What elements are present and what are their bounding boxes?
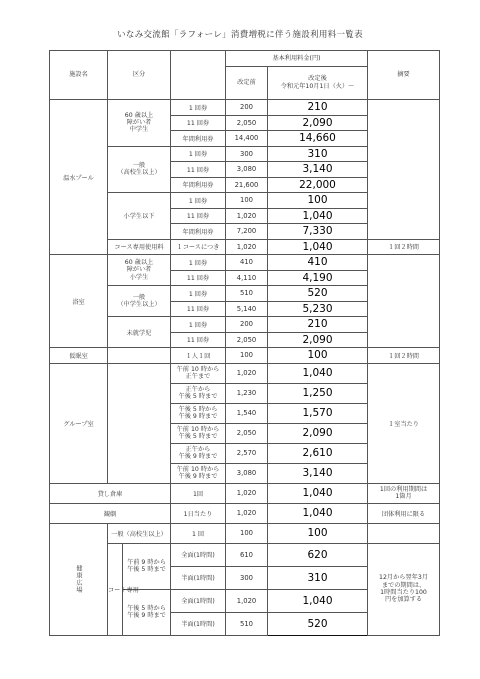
fee-before: 1,540 <box>226 403 268 423</box>
fee-after: 210 <box>268 100 368 116</box>
fee-before: 300 <box>226 146 268 162</box>
fee-before: 300 <box>226 566 268 589</box>
header-after: 改定後 令和元年10月1日（火）～ <box>268 67 368 100</box>
fee-after: 1,040 <box>268 239 368 255</box>
fee-after: 5,230 <box>268 301 368 317</box>
header-remarks: 摘要 <box>368 51 440 100</box>
fee-after: 410 <box>268 255 368 271</box>
fee-after: 1,250 <box>268 383 368 403</box>
fee-after: 1,570 <box>268 403 368 423</box>
court-type: 全面(1時間) <box>171 589 226 612</box>
time-slot: 午後 5 時から 午後 9 時まで <box>171 403 226 423</box>
remark: １室当たり <box>368 363 440 483</box>
nap-category-empty <box>108 348 171 364</box>
fee-before: 510 <box>226 286 268 302</box>
fee-after: 14,660 <box>268 131 368 147</box>
fee-before: 1,020 <box>226 208 268 224</box>
court-type: 半面(1時間) <box>171 612 226 635</box>
fee-before: 21,600 <box>226 177 268 193</box>
fee-after: 2,090 <box>268 332 368 348</box>
court-slot-2: 午後 5 時から 午後 9 時まで <box>123 589 171 635</box>
fee-before: 2,050 <box>226 332 268 348</box>
ticket-type: 年間利用券 <box>171 224 226 240</box>
fee-after: 7,330 <box>268 224 368 240</box>
remark-empty <box>368 523 440 543</box>
remark: 1回の利用期間は 1箇月 <box>368 483 440 503</box>
pool-group-3: 小学生以下 <box>108 193 171 240</box>
fee-after: 1,040 <box>268 363 368 383</box>
fee-before: 1,230 <box>226 383 268 403</box>
fee-after: 22,000 <box>268 177 368 193</box>
court-slot-1: 午前 9 時から 午後 5 時まで <box>123 543 171 589</box>
fee-after: 3,140 <box>268 463 368 483</box>
fee-before: 1,020 <box>226 239 268 255</box>
ticket-type: 1 回券 <box>171 100 226 116</box>
fee-before: 3,080 <box>226 162 268 178</box>
fee-before: 1,020 <box>226 503 268 523</box>
time-slot: 午前 10 時から 午後 5 時まで <box>171 423 226 443</box>
fee-before: 14,400 <box>226 131 268 147</box>
fee-before: 410 <box>226 255 268 271</box>
fee-after: 310 <box>268 146 368 162</box>
remark: 団体利用に限る <box>368 503 440 523</box>
ticket-type: 年間利用券 <box>171 131 226 147</box>
ticket-type: 1回 <box>171 483 226 503</box>
fee-before: 2,570 <box>226 443 268 463</box>
ticket-type: 11 回券 <box>171 332 226 348</box>
fee-before: 1,020 <box>226 363 268 383</box>
fee-before: 2,050 <box>226 115 268 131</box>
document-title: いなみ交流館「ラフォーレ」消費増税に伴う施設利用料一覧表 <box>117 30 363 40</box>
ticket-type: 1 回券 <box>171 146 226 162</box>
time-slot: 正午から 午後 9 時まで <box>171 443 226 463</box>
pool-group-2: 一般 （高校生以上） <box>108 146 171 193</box>
fee-before: 4,110 <box>226 270 268 286</box>
remark: １回２時間 <box>368 348 440 364</box>
header-facility: 施設名 <box>50 51 108 100</box>
fee-before: 610 <box>226 543 268 566</box>
facility-bath: 浴室 <box>50 255 108 348</box>
pool-group-1: 60 歳以上 障がい者 中学生 <box>108 100 171 147</box>
health-general: 一般（高校生以上） <box>108 523 171 543</box>
fee-after: 2,090 <box>268 115 368 131</box>
fee-after: 310 <box>268 566 368 589</box>
fee-before: 200 <box>226 100 268 116</box>
fee-before: 510 <box>226 612 268 635</box>
fee-before: 5,140 <box>226 301 268 317</box>
bath-group-3: 未就学児 <box>108 317 171 348</box>
ticket-type: 1 回 <box>171 523 226 543</box>
bath-group-2: 一般 （中学生以上） <box>108 286 171 317</box>
fee-before: 2,050 <box>226 423 268 443</box>
remark-empty <box>368 100 440 240</box>
time-slot: 午前 10 時から 正午まで <box>171 363 226 383</box>
fee-after: 2,610 <box>268 443 368 463</box>
remark: 12月から翌年3月 までの期間は、 1時間当たり100 円を加算する <box>368 543 440 635</box>
fee-after: 2,090 <box>268 423 368 443</box>
ticket-type: 11 回券 <box>171 301 226 317</box>
ticket-type: 年間利用券 <box>171 177 226 193</box>
ticket-type: 11 回券 <box>171 270 226 286</box>
fee-after: 1,040 <box>268 483 368 503</box>
facility-group-room: グループ室 <box>50 363 108 483</box>
ticket-type: 1 回券 <box>171 255 226 271</box>
fee-after: 3,140 <box>268 162 368 178</box>
fee-after: 1,040 <box>268 208 368 224</box>
fee-after: 1,040 <box>268 589 368 612</box>
fee-after: 100 <box>268 523 368 543</box>
pool-course: コース専用使用料 <box>108 239 171 255</box>
remark-empty <box>368 255 440 348</box>
facility-pool: 温水プール <box>50 100 108 255</box>
fee-table <box>49 50 440 636</box>
header-base-fee: 基本利用料金(円) <box>226 51 368 67</box>
header-before: 改定前 <box>226 67 268 100</box>
fee-after: 1,040 <box>268 503 368 523</box>
remark: １回２時間 <box>368 239 440 255</box>
facility-theater: 観劇 <box>50 503 171 523</box>
ticket-type: 11 回券 <box>171 162 226 178</box>
health-court: コート専用 <box>108 543 123 635</box>
fee-after: 520 <box>268 286 368 302</box>
fee-after: 620 <box>268 543 368 566</box>
ticket-type: 1 回券 <box>171 286 226 302</box>
fee-before: 1,020 <box>226 589 268 612</box>
ticket-type: １コースにつき <box>171 239 226 255</box>
bath-group-1: 60 歳以上 障がい者 小学生 <box>108 255 171 286</box>
fee-after: 100 <box>268 348 368 364</box>
fee-before: 3,080 <box>226 463 268 483</box>
ticket-type: 1 回券 <box>171 193 226 209</box>
fee-before: 100 <box>226 348 268 364</box>
fee-before: 100 <box>226 193 268 209</box>
group-category-empty <box>108 363 171 483</box>
fee-after: 520 <box>268 612 368 635</box>
fee-after: 100 <box>268 193 368 209</box>
ticket-type: 11 回券 <box>171 208 226 224</box>
fee-before: 7,200 <box>226 224 268 240</box>
fee-before: 100 <box>226 523 268 543</box>
court-type: 全面(1時間) <box>171 543 226 566</box>
facility-nap: 仮眠室 <box>50 348 108 364</box>
facility-health-plaza: 健康広場 <box>50 523 108 635</box>
time-slot: 正午から 午後 5 時まで <box>171 383 226 403</box>
header-blank <box>171 51 226 100</box>
fee-before: 1,020 <box>226 483 268 503</box>
header-category: 区分 <box>108 51 171 100</box>
court-type: 半面(1時間) <box>171 566 226 589</box>
ticket-type: 1 回券 <box>171 317 226 333</box>
fee-after: 210 <box>268 317 368 333</box>
ticket-type: 11 回券 <box>171 115 226 131</box>
time-slot: 午前 10 時から 午後 9 時まで <box>171 463 226 483</box>
ticket-type: 1日当たり <box>171 503 226 523</box>
fee-after: 4,190 <box>268 270 368 286</box>
fee-before: 200 <box>226 317 268 333</box>
facility-locker: 貸し倉庫 <box>50 483 171 503</box>
ticket-type: １人１回 <box>171 348 226 364</box>
